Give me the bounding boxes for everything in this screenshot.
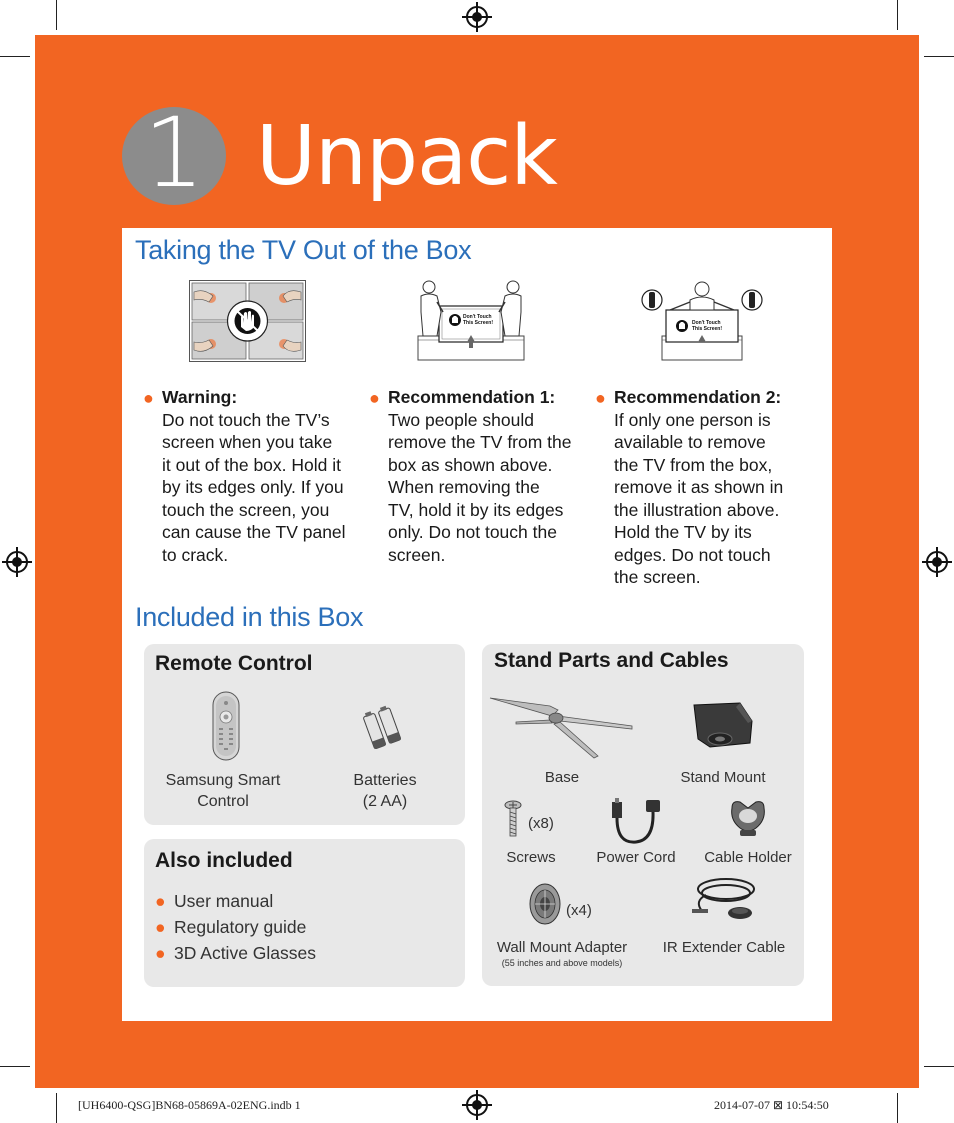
crop-mark: [897, 1093, 898, 1123]
list-item-label: 3D Active Glasses: [174, 943, 316, 963]
bullet-icon: ●: [155, 891, 166, 911]
screws-quantity: (x8): [528, 815, 554, 832]
recommendation-1-text: [369, 386, 588, 566]
text-line: the illustration above.: [614, 499, 780, 520]
also-included-title: Also included: [155, 849, 293, 872]
svg-text:Don't Touch: Don't Touch: [463, 314, 492, 320]
stand-parts-title: Stand Parts and Cables: [494, 649, 729, 672]
wall-mount-note: (55 inches and above models): [501, 958, 623, 968]
caption-line: Samsung Smart: [165, 772, 281, 789]
registration-mark-icon: [926, 551, 948, 573]
warning-text: [143, 386, 362, 566]
list-item: [155, 891, 316, 917]
text-line: touch the screen, you: [162, 499, 330, 520]
stand-mount-icon: [690, 699, 756, 751]
svg-text:This Screen!: This Screen!: [463, 320, 494, 326]
text-line: only. Do not touch the: [388, 522, 557, 542]
recommendation-1-illustration: [415, 278, 527, 364]
column-heading: Warning:: [162, 387, 238, 407]
column-heading: Recommendation 2:: [614, 387, 782, 407]
text-line: screen.: [388, 544, 446, 565]
warning-illustration: [189, 280, 306, 362]
batteries-caption: [330, 770, 440, 812]
registration-mark-icon: [466, 6, 488, 28]
bullet-icon: ●: [155, 943, 166, 963]
cable-holder-icon: [726, 798, 770, 838]
base-icon: [488, 688, 634, 760]
registration-mark-icon: [6, 551, 28, 573]
text-line: If only one person is: [614, 409, 771, 430]
recommendation-2-text: [595, 386, 814, 589]
crop-mark: [924, 56, 954, 57]
registration-mark-icon: [466, 1094, 488, 1116]
text-line: Hold the TV by its: [614, 522, 752, 542]
remote-caption: [150, 770, 296, 812]
ir-extender-cable-icon: [690, 875, 758, 925]
text-line: remove it as shown in: [614, 477, 784, 497]
ir-extender-caption: IR Extender Cable: [662, 939, 786, 956]
text-line: by its edges only. If you: [162, 477, 344, 497]
also-included-list: [155, 891, 316, 969]
caption-line: Batteries: [353, 772, 417, 789]
bullet-icon: ●: [369, 388, 380, 408]
bullet-icon: ●: [595, 388, 606, 408]
section-title-taking-out: Taking the TV Out of the Box: [135, 235, 472, 265]
crop-mark: [0, 56, 30, 57]
adapter-quantity: (x4): [566, 902, 592, 919]
text-line: screen when you take: [162, 432, 333, 452]
text-line: box as shown above.: [388, 454, 553, 475]
power-cord-caption: Power Cord: [596, 849, 676, 866]
text-line: TV, hold it by its edges: [388, 499, 564, 520]
page-title: Unpack: [256, 109, 557, 204]
text-line: the screen.: [614, 567, 701, 587]
wall-mount-caption: Wall Mount Adapter: [496, 939, 628, 956]
section-title-included: Included in this Box: [135, 602, 364, 632]
caption-line: (2 AA): [362, 793, 408, 810]
crop-mark: [924, 1066, 954, 1067]
crop-mark: [0, 1066, 30, 1067]
svg-text:Don't Touch: Don't Touch: [692, 320, 721, 326]
text-line: Do not touch the TV’s: [162, 409, 330, 430]
svg-text:This Screen!: This Screen!: [692, 326, 723, 332]
text-line: remove the TV from the: [388, 432, 572, 452]
list-item: [155, 943, 316, 969]
cable-holder-caption: Cable Holder: [704, 849, 792, 866]
footer-filename: [UH6400-QSG]BN68-05869A-02ENG.indb 1: [78, 1098, 301, 1112]
column-heading: Recommendation 1:: [388, 387, 556, 407]
text-line: When removing the: [388, 477, 540, 497]
footer-timestamp: 2014-07-07 ⊠ 10:54:50: [714, 1098, 829, 1112]
remote-control-title: Remote Control: [155, 652, 313, 675]
step-number: 1: [143, 97, 205, 209]
crop-mark: [56, 1093, 57, 1123]
screw-icon: [503, 800, 523, 838]
stand-mount-caption: Stand Mount: [680, 769, 766, 786]
text-line: the TV from the box,: [614, 454, 773, 475]
remote-control-icon: [210, 690, 242, 762]
base-caption: Base: [544, 769, 580, 786]
bullet-icon: ●: [155, 917, 166, 937]
list-item: [155, 917, 316, 943]
text-line: Two people should: [388, 409, 534, 430]
wall-mount-adapter-icon: [528, 882, 562, 926]
text-line: edges. Do not touch: [614, 544, 771, 565]
list-item-label: Regulatory guide: [174, 917, 307, 937]
bullet-icon: ●: [143, 388, 154, 408]
power-cord-icon: [610, 798, 662, 848]
caption-line: Control: [197, 793, 249, 810]
crop-mark: [897, 0, 898, 30]
text-line: can cause the TV panel: [162, 522, 346, 542]
text-line: to crack.: [162, 544, 229, 565]
batteries-icon: [360, 705, 406, 751]
crop-mark: [56, 0, 57, 30]
recommendation-2-illustration: [640, 280, 764, 362]
screws-caption: Screws: [506, 849, 556, 866]
text-line: it out of the box. Hold it: [162, 454, 341, 475]
text-line: available to remove: [614, 432, 766, 452]
list-item-label: User manual: [174, 891, 274, 911]
